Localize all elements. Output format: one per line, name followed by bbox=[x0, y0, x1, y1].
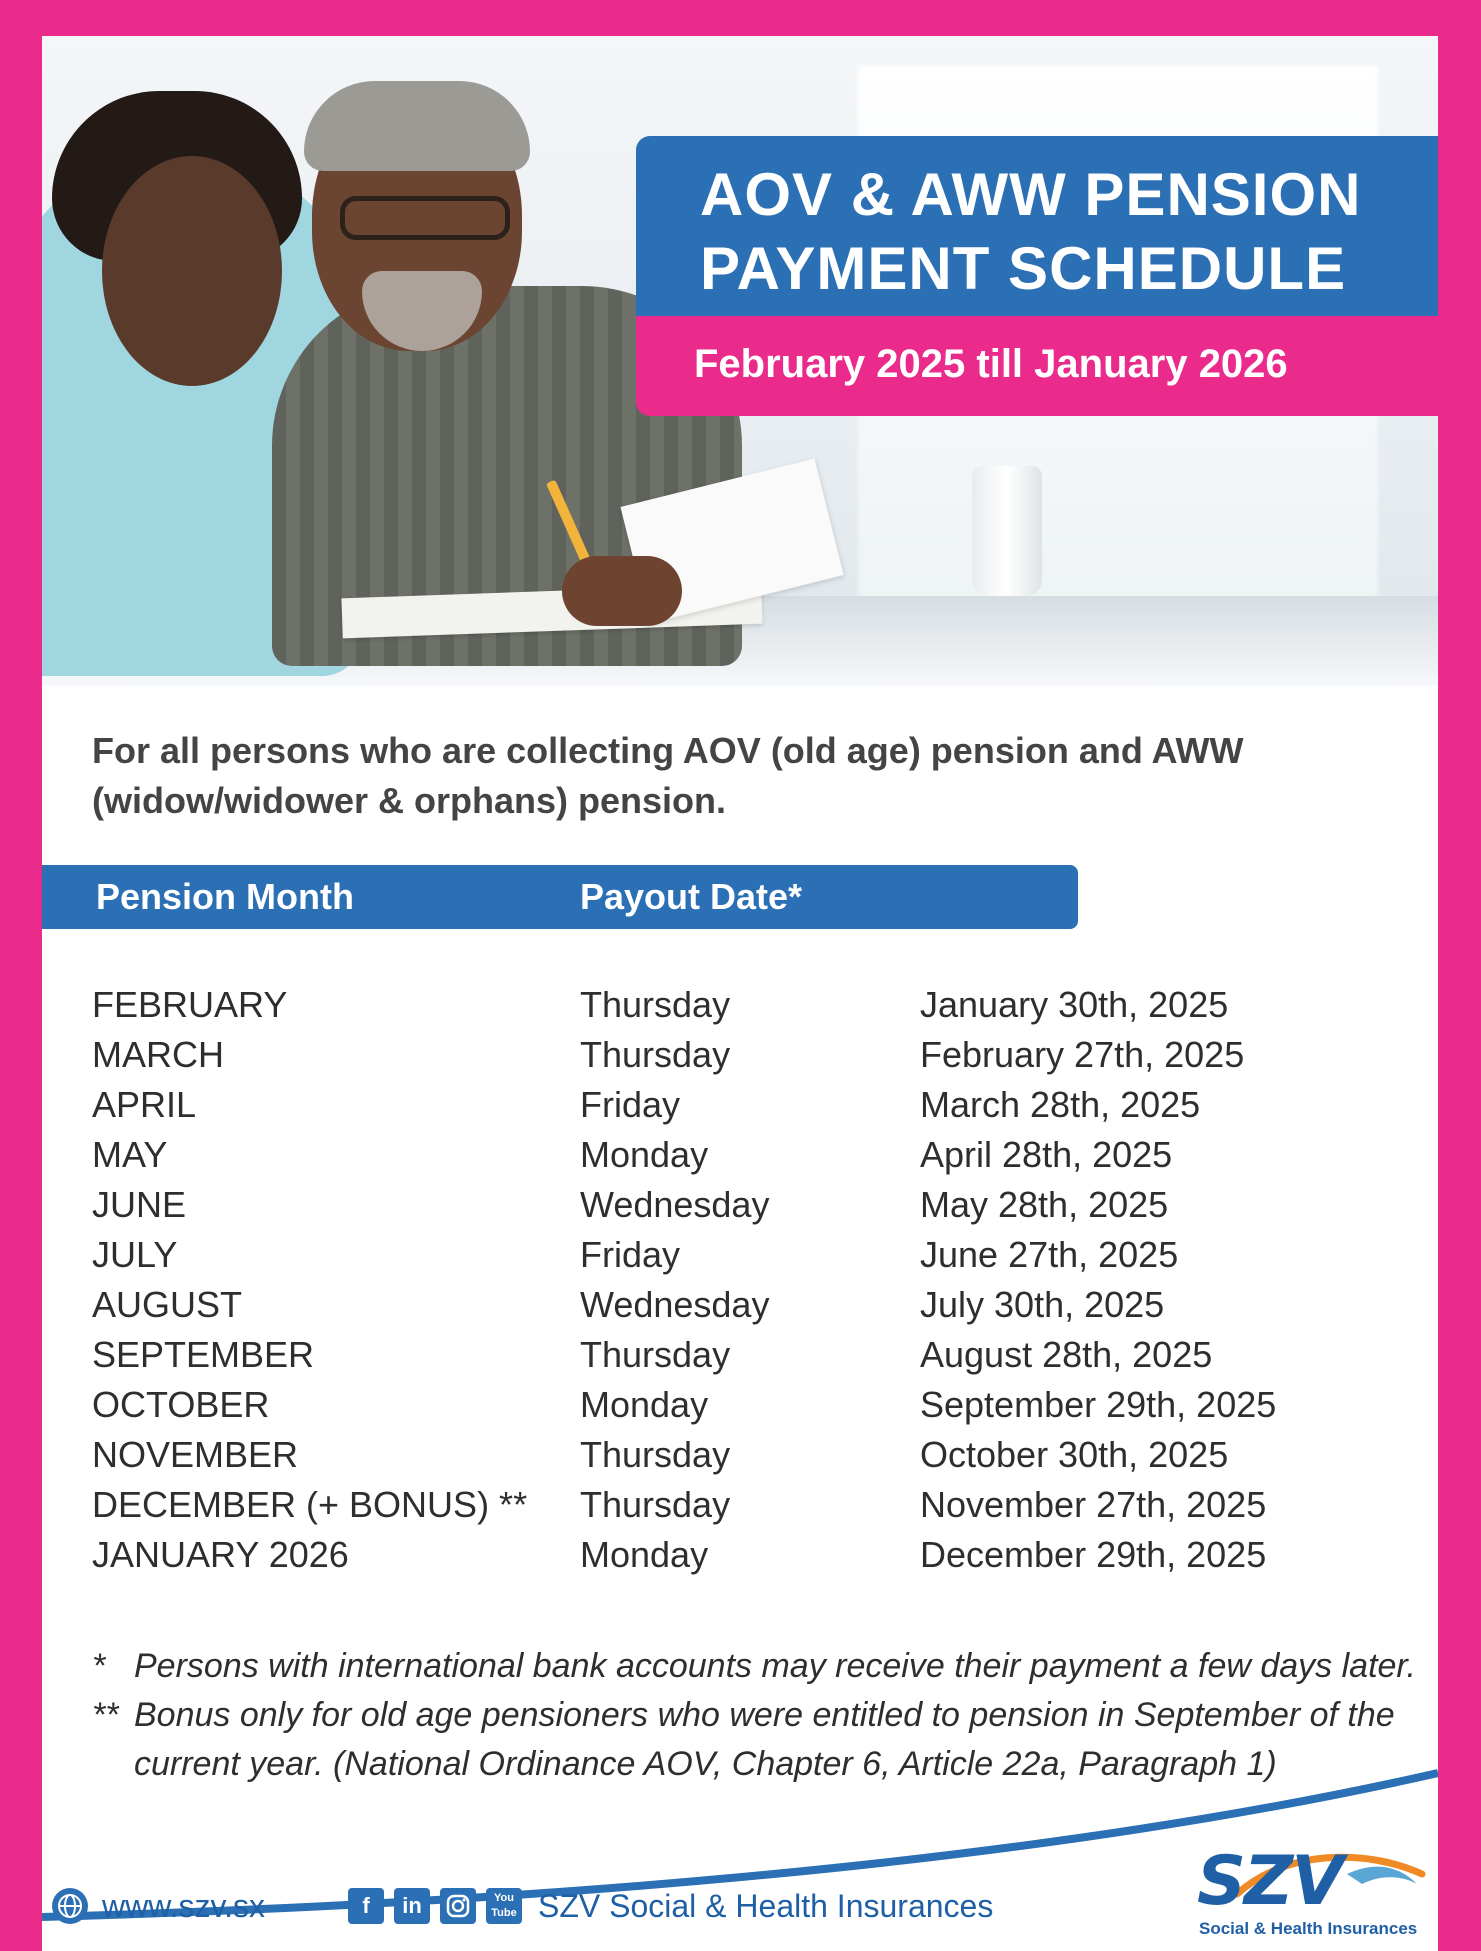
subtitle-box bbox=[636, 316, 1438, 416]
title-line-2: PAYMENT SCHEDULE bbox=[700, 235, 1347, 302]
table-row bbox=[42, 1030, 1438, 1080]
flyer-page bbox=[42, 36, 1438, 1951]
logo-mark: SZV bbox=[1197, 1842, 1342, 1921]
szv-logo bbox=[1197, 1844, 1432, 1949]
linkedin-icon[interactable]: in bbox=[394, 1888, 430, 1924]
row-date: January 30th, 2025 bbox=[920, 984, 1229, 1025]
photo-man-glasses bbox=[340, 196, 510, 240]
row-date: May 28th, 2025 bbox=[920, 1184, 1169, 1225]
row-month: MAY bbox=[92, 1134, 168, 1175]
footnote-text: Persons with international bank accounts may receive their payment a few days later. bbox=[134, 1647, 1416, 1685]
footnote-mark: ** bbox=[92, 1696, 119, 1734]
header-payout-date: Payout Date* bbox=[580, 876, 803, 917]
row-date: September 29th, 2025 bbox=[920, 1384, 1277, 1425]
row-date: June 27th, 2025 bbox=[920, 1234, 1179, 1275]
row-weekday: Thursday bbox=[580, 984, 731, 1025]
subtitle: February 2025 till January 2026 bbox=[694, 342, 1288, 386]
row-date: February 27th, 2025 bbox=[920, 1034, 1245, 1075]
facebook-icon[interactable]: f bbox=[348, 1888, 384, 1924]
row-weekday: Thursday bbox=[580, 1034, 731, 1075]
table-row bbox=[42, 1230, 1438, 1280]
row-month: APRIL bbox=[92, 1084, 197, 1125]
schedule-rows bbox=[42, 980, 1438, 1580]
photo-woman-head bbox=[102, 156, 282, 386]
row-month: JULY bbox=[92, 1234, 178, 1275]
row-weekday: Monday bbox=[580, 1134, 709, 1175]
website-link[interactable]: www.szv.sx bbox=[102, 1888, 265, 1924]
row-weekday: Wednesday bbox=[580, 1284, 770, 1325]
row-date: August 28th, 2025 bbox=[920, 1334, 1213, 1375]
row-weekday: Monday bbox=[580, 1384, 709, 1425]
row-weekday: Thursday bbox=[580, 1334, 731, 1375]
table-row bbox=[42, 1130, 1438, 1180]
row-weekday: Friday bbox=[580, 1084, 681, 1125]
youtube-icon[interactable] bbox=[486, 1888, 522, 1924]
logo-tagline: Social & Health Insurances bbox=[1199, 1919, 1418, 1938]
footnote-mark: * bbox=[92, 1647, 106, 1685]
table-row bbox=[42, 1280, 1438, 1330]
row-weekday: Monday bbox=[580, 1534, 709, 1575]
row-month: SEPTEMBER bbox=[92, 1334, 315, 1375]
row-weekday: Wednesday bbox=[580, 1184, 770, 1225]
youtube-label-top: You bbox=[494, 1892, 514, 1904]
row-weekday: Friday bbox=[580, 1234, 681, 1275]
photo-hand bbox=[562, 556, 682, 626]
row-month: FEBRUARY bbox=[92, 984, 288, 1025]
row-date: October 30th, 2025 bbox=[920, 1434, 1229, 1475]
globe-icon bbox=[52, 1888, 88, 1924]
title-box bbox=[636, 136, 1438, 316]
table-row bbox=[42, 1330, 1438, 1380]
intro-text: For all persons who are collecting AOV (old age) pension and AWW (widow/widower & orphans) pension. bbox=[92, 730, 1244, 821]
table-row bbox=[42, 1480, 1438, 1530]
row-month: MARCH bbox=[92, 1034, 224, 1075]
row-date: July 30th, 2025 bbox=[920, 1284, 1165, 1325]
row-month: JUNE bbox=[92, 1184, 187, 1225]
table-row bbox=[42, 1180, 1438, 1230]
row-month: AUGUST bbox=[92, 1284, 243, 1325]
row-date: November 27th, 2025 bbox=[920, 1484, 1267, 1525]
row-month: JANUARY 2026 bbox=[92, 1534, 349, 1575]
row-date: March 28th, 2025 bbox=[920, 1084, 1201, 1125]
instagram-icon[interactable] bbox=[440, 1888, 476, 1924]
youtube-label-bottom: Tube bbox=[491, 1907, 517, 1919]
photo-cup bbox=[972, 466, 1042, 596]
header-pension-month: Pension Month bbox=[96, 876, 354, 917]
table-row bbox=[42, 1430, 1438, 1480]
table-row bbox=[42, 980, 1438, 1030]
social-handle[interactable]: SZV Social & Health Insurances bbox=[538, 1888, 994, 1924]
photo-man-hair bbox=[304, 81, 530, 171]
table-row bbox=[42, 1380, 1438, 1430]
footnote-text: Bonus only for old age pensioners who were entitled to pension in September of the current year. (National Ordinance AOV, Chapter 6, Article 22a, Paragraph 1) bbox=[134, 1696, 1395, 1783]
table-header bbox=[42, 865, 1078, 929]
row-weekday: Thursday bbox=[580, 1434, 731, 1475]
row-date: April 28th, 2025 bbox=[920, 1134, 1173, 1175]
table-row bbox=[42, 1080, 1438, 1130]
row-month: NOVEMBER bbox=[92, 1434, 299, 1475]
row-date: December 29th, 2025 bbox=[920, 1534, 1267, 1575]
row-month: DECEMBER (+ BONUS) ** bbox=[92, 1484, 528, 1525]
title-line-1: AOV & AWW PENSION bbox=[700, 161, 1362, 228]
row-weekday: Thursday bbox=[580, 1484, 731, 1525]
row-month: OCTOBER bbox=[92, 1384, 270, 1425]
